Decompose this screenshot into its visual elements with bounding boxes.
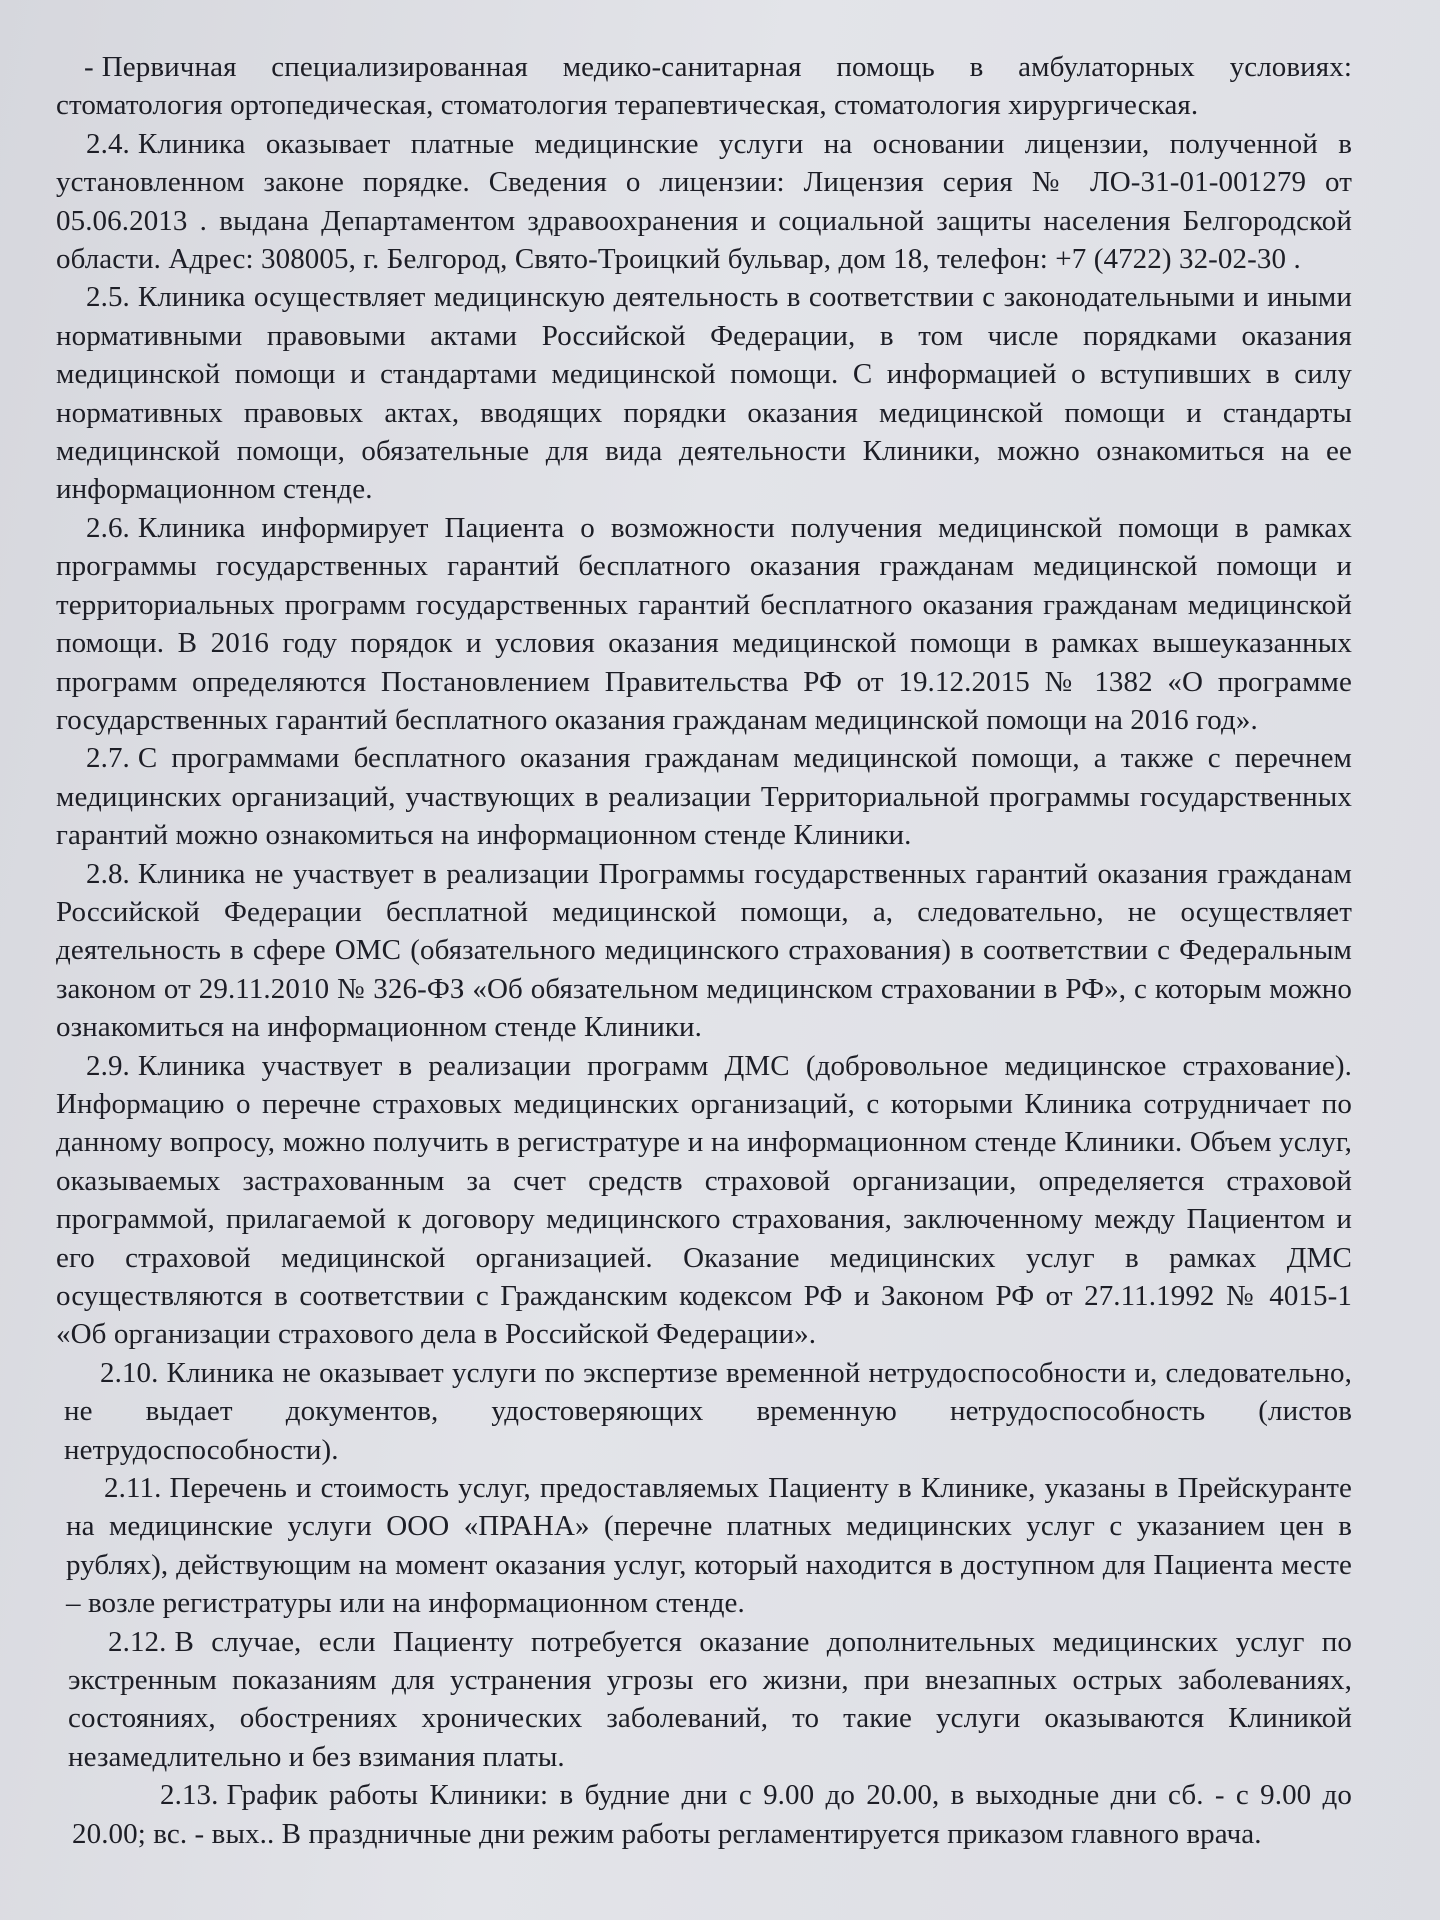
paragraph-number: 2.10. xyxy=(100,1356,159,1389)
paragraph-text: График работы Клиники: в будние дни с 9.00 до 20.00, в выходные дни сб. - с 9.00 до 20.00; вс. - вых.. В праздничные дни режим работы регламентируется приказом главного врача. xyxy=(72,1779,1352,1850)
paragraph-2-11 xyxy=(56,1469,1352,1623)
paragraph-number: 2.13. xyxy=(160,1779,219,1812)
paragraph-2-7 xyxy=(56,739,1352,854)
paragraph-text: Первичная специализированная медико-санитарная помощь в амбулаторных условиях: стоматология ортопедическая, стоматология терапевтическая, стоматология хирургическая. xyxy=(56,51,1352,122)
paragraph-primary-care xyxy=(56,48,1352,125)
paragraph-2-10 xyxy=(56,1354,1352,1469)
paragraph-text: Клиника не участвует в реализации Программы государственных гарантий оказания гражданам Российской Федерации бесплатной медицинской помощи, а, следовательно, не осуществляет деятельность в сфере ОМС (обязательного медицинского страхования) в соответствии с Федеральным законом от 29.11.2010 № 326-ФЗ «Об обязательном медицинском страховании в РФ», с которым можно ознакомиться на информационном стенде Клиники. xyxy=(56,857,1352,1044)
paragraph-text: С программами бесплатного оказания гражданам медицинской помощи, а также с перечнем медицинских организаций, участвующих в реализации Территориальной программы государственных гарантий можно ознакомиться на информационном стенде Клиники. xyxy=(56,742,1352,852)
paragraph-2-8 xyxy=(56,855,1352,1047)
paragraph-number: 2.6. xyxy=(86,511,130,544)
paragraph-number: 2.8. xyxy=(86,857,130,890)
paragraph-2-6 xyxy=(56,509,1352,739)
paragraph-text: Клиника осуществляет медицинскую деятельность в соответствии с законодательными и иными нормативными правовыми актами Российской Федерации, в том числе порядками оказания медицинской помощи и стандартами медицинской помощи. С информацией о вступивших в силу нормативных правовых актах, вводящих порядки оказания медицинской помощи и стандарты медицинской помощи, обязательные для вида деятельности Клиники, можно ознакомиться на ее информационном стенде. xyxy=(56,281,1352,506)
paragraph-text: Перечень и стоимость услуг, предоставляемых Пациенту в Клинике, указаны в Прейскуранте на медицинские услуги ООО «ПРАНА» (перечне платных медицинских услуг с указанием цен в рублях), действующим на момент оказания услуг, который находится в доступном для Пациента месте – возле регистратуры или на информационном стенде. xyxy=(66,1472,1352,1620)
paragraph-text: Клиника участвует в реализации программ ДМС (добровольное медицинское страхование). Информацию о перечне страховых медицинских организаций, с которыми Клиника сотрудничает по данному вопросу, можно получить в регистратуре и на информационном стенде Клиники. Объем услуг, оказываемых застрахованным за счет средств страховой организации, определяется страховой программой, прилагаемой к договору медицинского страхования, заключенному между Пациентом и его страховой медицинской организацией. Оказание медицинских услуг в рамках ДМС осуществляются в соответствии с Гражданским кодексом РФ и Законом РФ от 27.11.1992 № 4015-1 «Об организации страхового дела в Российской Федерации». xyxy=(56,1049,1352,1351)
paragraph-2-9 xyxy=(56,1047,1352,1354)
paragraph-2-4 xyxy=(56,125,1352,279)
paragraph-number: 2.5. xyxy=(86,281,130,314)
paragraph-text: Клиника не оказывает услуги по экспертизе временной нетрудоспособности и, следовательно, не выдает документов, удостоверяющих временную нетрудоспособность (листов нетрудоспособности). xyxy=(64,1356,1352,1466)
paragraph-number: 2.4. xyxy=(86,127,130,160)
paragraph-number: 2.9. xyxy=(86,1049,130,1082)
paragraph-text: Клиника оказывает платные медицинские услуги на основании лицензии, полученной в установленном законе порядке. Сведения о лицензии: Лицензия серия № ЛО-31-01-001279 от 05.06.2013 . выдана Департаментом здравоохранения и социальной защиты населения Белгородской области. Адрес: 308005, г. Белгород, Свято-Троицкий бульвар, дом 18, телефон: +7 (4722) 32-02-30 . xyxy=(56,127,1352,276)
paragraph-text: В случае, если Пациенту потребуется оказание дополнительных медицинских услуг по экстренным показаниям для устранения угрозы его жизни, при внезапных острых заболеваниях, состояниях, обострениях хронических заболеваний, то такие услуги оказываются Клиникой незамедлительно и без взимания платы. xyxy=(68,1625,1352,1773)
paragraph-number: 2.11. xyxy=(104,1472,162,1505)
paragraph-number: 2.7. xyxy=(86,742,130,775)
paragraph-number: 2.12. xyxy=(108,1625,167,1658)
paragraph-2-13 xyxy=(56,1776,1352,1853)
paragraph-2-5 xyxy=(56,278,1352,508)
paragraph-2-12 xyxy=(56,1623,1352,1777)
paragraph-text: Клиника информирует Пациента о возможности получения медицинской помощи в рамках программы государственных гарантий бесплатного оказания гражданам медицинской помощи и территориальных программ государственных гарантий бесплатного оказания гражданам медицинской помощи. В 2016 году порядок и условия оказания медицинской помощи в рамках вышеуказанных программ определяются Постановлением Правительства РФ от 19.12.2015 № 1382 «О программе государственных гарантий бесплатного оказания гражданам медицинской помощи на 2016 год». xyxy=(56,511,1352,736)
paragraph-number: - xyxy=(84,51,94,83)
